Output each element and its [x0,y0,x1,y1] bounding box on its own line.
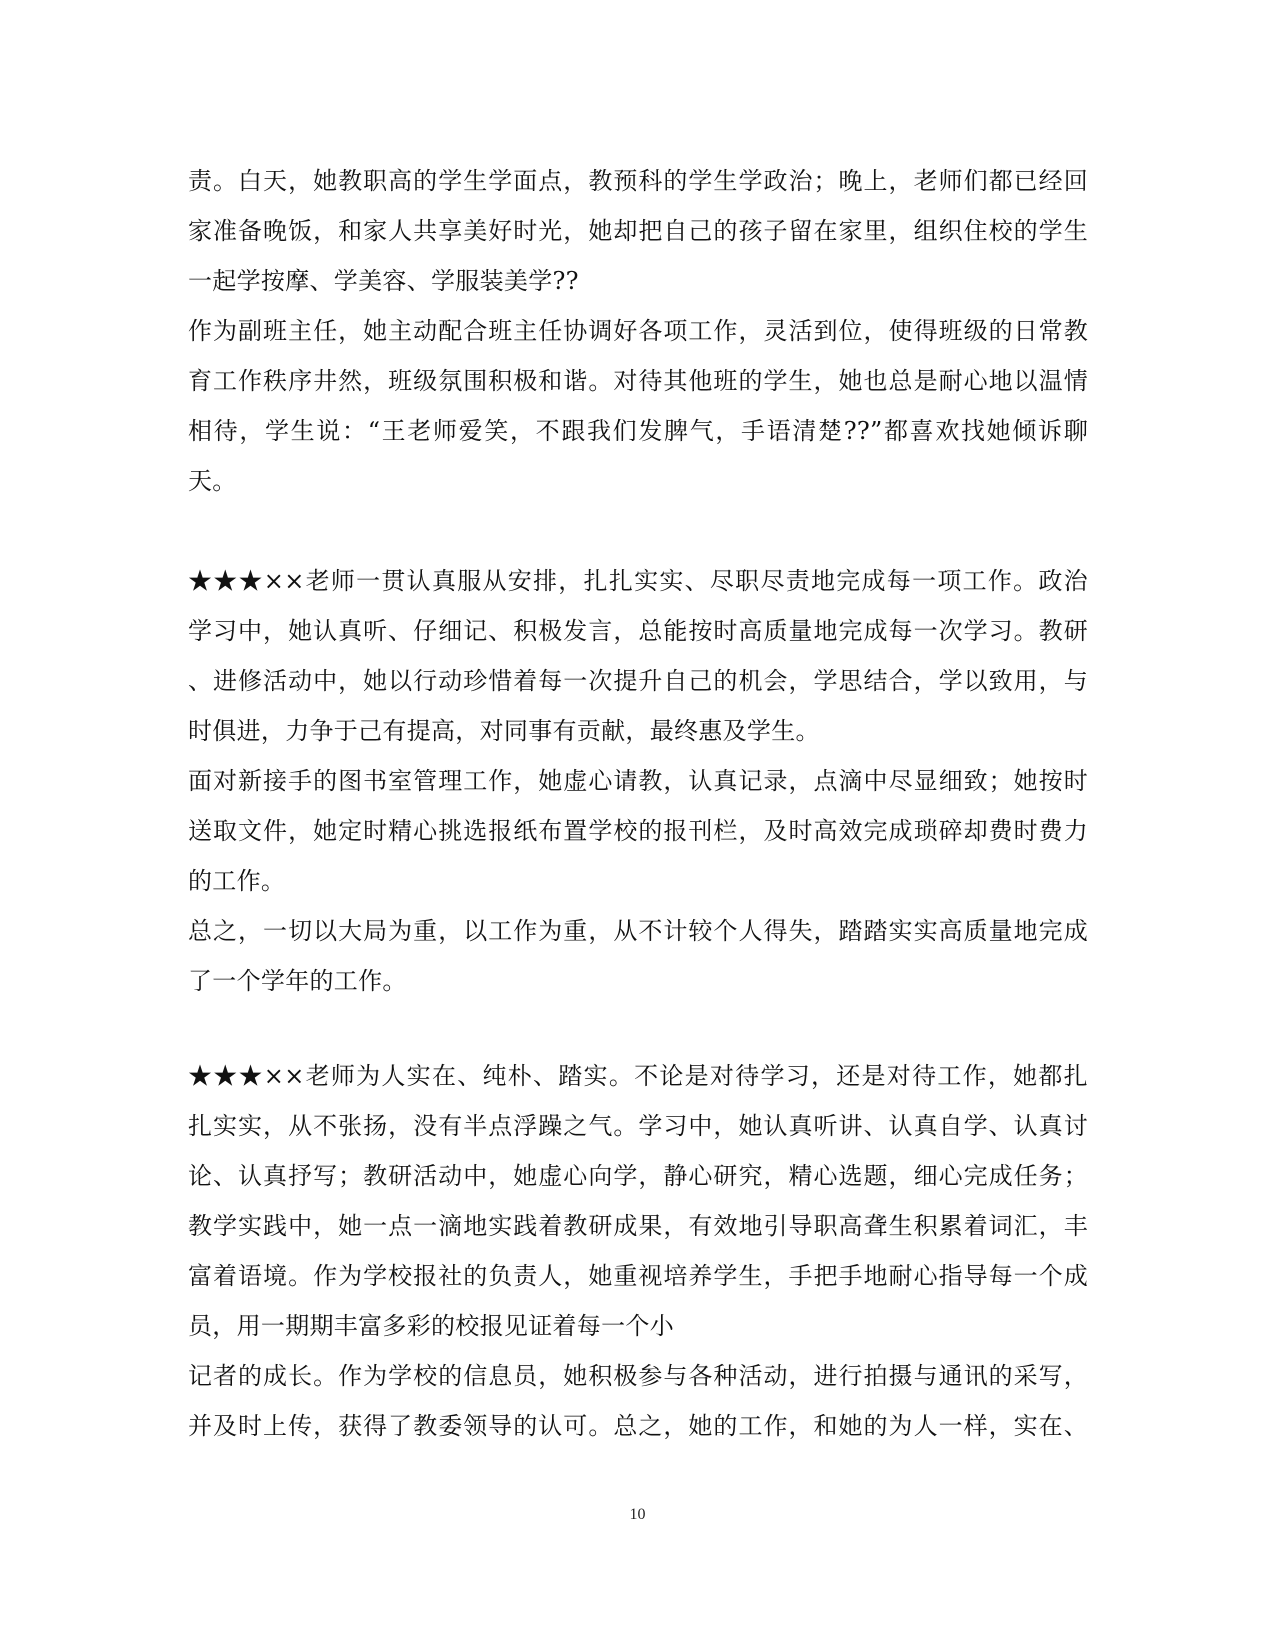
section-1 [188,156,1088,506]
text-line: 时俱进，力争于己有提高，对同事有贡献，最终惠及学生。 [188,717,820,745]
text-line: 作为副班主任，她主动配合班主任协调好各项工作，灵活到位，使得班级的日常教 [188,317,1088,345]
text-line: 的工作。 [188,867,286,895]
text-line: 富着语境。作为学校报社的负责人，她重视培养学生，手把手地耐心指导每一个成 [188,1262,1088,1290]
paragraph-lead-line: ★★★××老师一贯认真服从安排，扎扎实实、尽职尽责地完成每一项工作。政治 [188,567,1088,595]
text-line: 相待，学生说：“王老师爱笑，不跟我们发脾气，手语清楚??”都喜欢找她倾诉聊 [188,417,1088,445]
text-line: 教学实践中，她一点一滴地实践着教研成果，有效地引导职高聋生积累着词汇，丰 [188,1212,1088,1240]
text-line: 家准备晚饭，和家人共享美好时光，她却把自己的孩子留在家里，组织住校的学生 [188,217,1088,245]
section-3 [188,1051,1088,1451]
text-line: 总之，一切以大局为重，以工作为重，从不计较个人得失，踏踏实实高质量地完成 [188,917,1088,945]
text-line: 面对新接手的图书室管理工作，她虚心请教，认真记录，点滴中尽显细致；她按时 [188,767,1088,795]
text-line: 记者的成长。作为学校的信息员，她积极参与各种活动，进行拍摄与通讯的采写， [188,1362,1088,1390]
text-line: 并及时上传，获得了教委领导的认可。总之，她的工作，和她的为人一样，实在、 [188,1412,1088,1440]
text-line: 扎实实，从不张扬，没有半点浮躁之气。学习中，她认真听讲、认真自学、认真讨 [188,1112,1088,1140]
text-line: 送取文件，她定时精心挑选报纸布置学校的报刊栏，及时高效完成琐碎却费时费力 [188,817,1088,845]
paragraph-lead-line: ★★★××老师为人实在、纯朴、踏实。不论是对待学习，还是对待工作，她都扎 [188,1062,1088,1090]
text-line: 一起学按摩、学美容、学服装美学?? [188,267,579,295]
page-number: 10 [629,1506,646,1523]
text-line: 育工作秩序井然，班级氛围积极和谐。对待其他班的学生，她也总是耐心地以温情 [188,367,1088,395]
text-line: 学习中，她认真听、仔细记、积极发言，总能按时高质量地完成每一次学习。教研 [188,617,1088,645]
text-line: 责。白天，她教职高的学生学面点，教预科的学生学政治；晚上，老师们都已经回 [188,167,1088,195]
text-line: 了一个学年的工作。 [188,967,407,995]
section-2 [188,556,1088,1006]
text-line: 员，用一期期丰富多彩的校报见证着每一个小 [188,1312,674,1340]
text-line: 、进修活动中，她以行动珍惜着每一次提升自己的机会，学思结合，学以致用，与 [188,667,1088,695]
text-line: 天。 [188,467,237,495]
text-line: 论、认真抒写；教研活动中，她虚心向学，静心研究，精心选题，细心完成任务； [188,1162,1088,1190]
